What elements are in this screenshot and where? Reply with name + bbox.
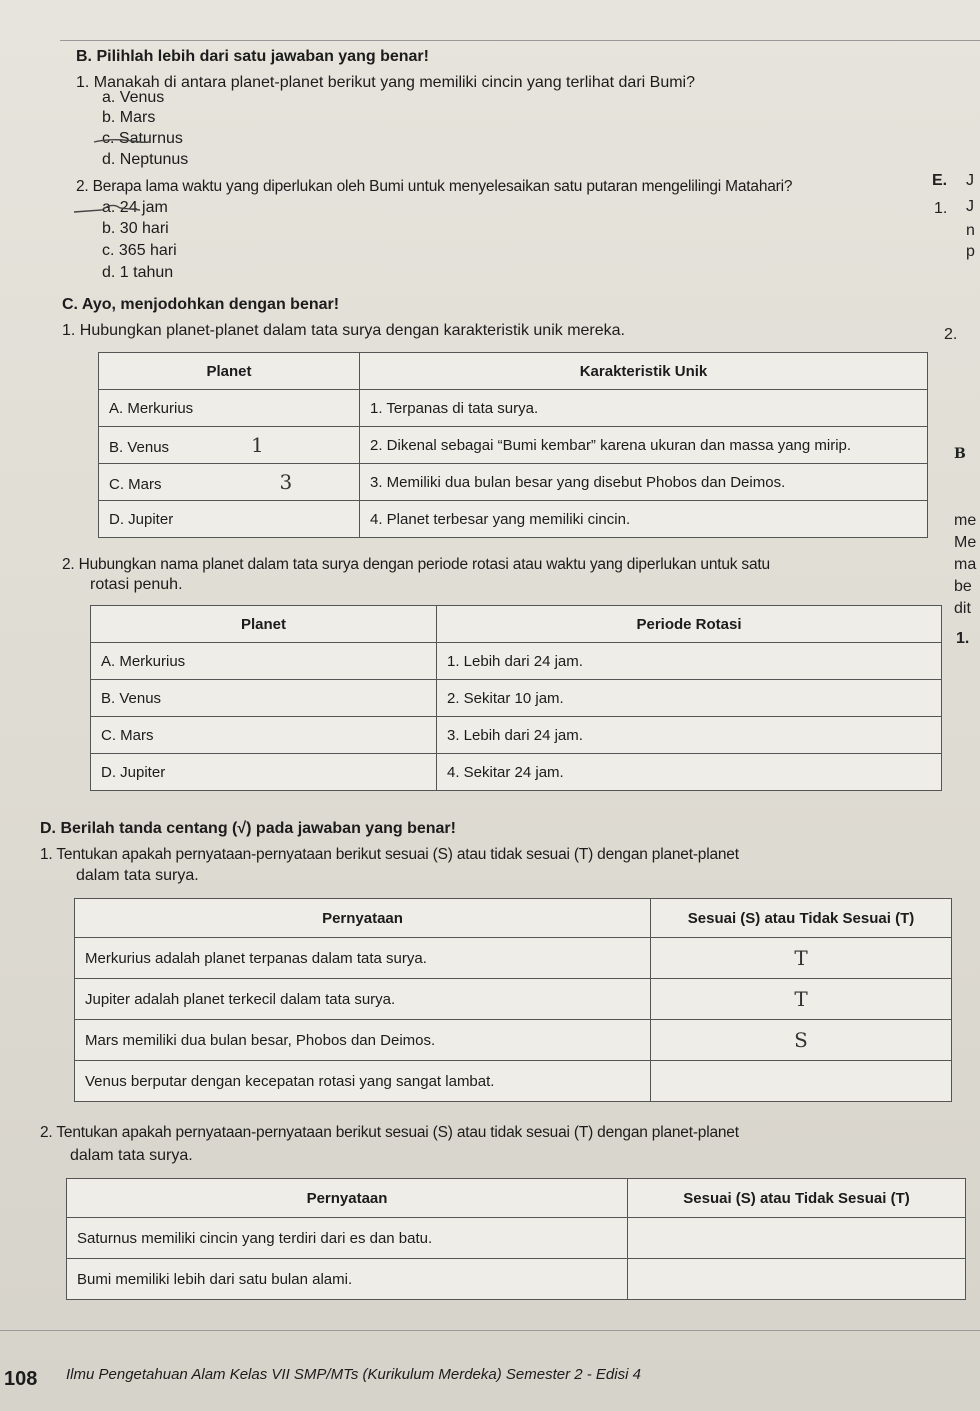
section-b-q2-text: 2. Berapa lama waktu yang diperlukan oleh Bumi untuk menyelesaikan satu putaran mengelilingi Matahari? (76, 178, 793, 195)
q1-option-d: d. Neptunus (102, 151, 189, 168)
q2-option-b: b. 30 hari (102, 220, 169, 237)
table-row (67, 1218, 966, 1259)
col-header-statement: Pernyataan (75, 899, 651, 938)
planet-characteristics-table (98, 352, 928, 538)
table-row (75, 1020, 952, 1061)
q1-option-c: c. Saturnus (102, 130, 183, 147)
planet-cell: C. Mars (91, 717, 437, 754)
col-header-answer: Sesuai (S) atau Tidak Sesuai (T) (651, 899, 952, 938)
pen-mark-q2-a (72, 198, 142, 218)
statement-table-1 (74, 898, 952, 1102)
rotation-cell: 3. Lebih dari 24 jam. (437, 717, 942, 754)
rotation-cell: 2. Sekitar 10 jam. (437, 680, 942, 717)
pen-mark-q1-c (92, 130, 152, 150)
col-header-rotation: Periode Rotasi (437, 606, 942, 643)
margin-text: n (966, 222, 975, 239)
margin-text: 1. (934, 200, 948, 217)
answer-cell[interactable] (651, 1020, 952, 1061)
planet-cell: A. Merkurius (99, 390, 360, 427)
table-row (99, 501, 928, 538)
margin-text: E. (932, 172, 948, 189)
table-row (99, 427, 928, 464)
answer-cell[interactable] (651, 979, 952, 1020)
col-header-answer: Sesuai (S) atau Tidak Sesuai (T) (628, 1179, 966, 1218)
section-c-title: C. Ayo, menjodohkan dengan benar! (62, 296, 340, 313)
section-d-q2-text-2: dalam tata surya. (70, 1147, 193, 1164)
table-row (99, 464, 928, 501)
margin-text: B (954, 446, 966, 462)
margin-text: 1. (956, 630, 970, 647)
top-rule (60, 40, 980, 41)
page-number: 108 (4, 1368, 38, 1390)
bottom-rule (0, 1330, 980, 1331)
answer-cell[interactable] (628, 1218, 966, 1259)
col-header-planet: Planet (91, 606, 437, 643)
section-d-q1-text-1: 1. Tentukan apakah pernyataan-pernyataan berikut sesuai (S) atau tidak sesuai (T) dengan planet-planet (40, 846, 739, 863)
margin-text: me (954, 512, 977, 529)
answer-cell[interactable] (628, 1259, 966, 1300)
book-title: Ilmu Pengetahuan Alam Kelas VII SMP/MTs (Kurikulum Merdeka) Semester 2 - Edisi 4 (66, 1366, 641, 1383)
statement-cell: Mars memiliki dua bulan besar, Phobos dan Deimos. (75, 1020, 651, 1061)
handwritten-answer: 3 (279, 470, 293, 494)
table-row (99, 390, 928, 427)
margin-text: p (966, 243, 975, 260)
characteristic-cell: 1. Terpanas di tata surya. (360, 390, 928, 427)
statement-table-2 (66, 1178, 966, 1300)
section-d-q2-text-1: 2. Tentukan apakah pernyataan-pernyataan berikut sesuai (S) atau tidak sesuai (T) dengan planet-planet (40, 1124, 739, 1141)
characteristic-cell: 4. Planet terbesar yang memiliki cincin. (360, 501, 928, 538)
answer-cell[interactable] (651, 1061, 952, 1102)
handwritten-answer: T (794, 987, 808, 1011)
planet-cell: A. Merkurius (91, 643, 437, 680)
handwritten-answer: T (794, 946, 808, 970)
q2-option-a: a. 24 jam (102, 199, 168, 216)
statement-cell: Saturnus memiliki cincin yang terdiri dari es dan batu. (67, 1218, 628, 1259)
margin-text: J (966, 198, 974, 215)
margin-text: ma (954, 556, 977, 573)
section-b-title: B. Pilihlah lebih dari satu jawaban yang benar! (76, 48, 429, 65)
table-row (75, 979, 952, 1020)
section-c-q2-text-2: rotasi penuh. (90, 576, 183, 593)
margin-text: Me (954, 534, 977, 551)
margin-text: dit (954, 600, 971, 617)
characteristic-cell: 3. Memiliki dua bulan besar yang disebut Phobos dan Deimos. (360, 464, 928, 501)
planet-cell: C. Mars 3 (99, 464, 360, 501)
margin-text: 2. (944, 326, 958, 343)
table-row (91, 754, 942, 791)
table-row (91, 680, 942, 717)
rotation-period-table (90, 605, 942, 791)
answer-cell[interactable] (651, 938, 952, 979)
handwritten-answer: 1 (251, 433, 264, 457)
margin-text: be (954, 578, 972, 595)
col-header-statement: Pernyataan (67, 1179, 628, 1218)
statement-cell: Bumi memiliki lebih dari satu bulan alami. (67, 1259, 628, 1300)
section-c-q2-text-1: 2. Hubungkan nama planet dalam tata surya dengan periode rotasi atau waktu yang diperlukan untuk satu (62, 556, 770, 573)
table-row (91, 717, 942, 754)
q2-option-d: d. 1 tahun (102, 264, 174, 281)
table-row (75, 938, 952, 979)
margin-text: J (966, 172, 974, 189)
q2-option-c: c. 365 hari (102, 242, 177, 259)
statement-cell: Jupiter adalah planet terkecil dalam tata surya. (75, 979, 651, 1020)
section-d-title: D. Berilah tanda centang (√) pada jawaban yang benar! (40, 820, 456, 837)
statement-cell: Merkurius adalah planet terpanas dalam tata surya. (75, 938, 651, 979)
table-row (67, 1259, 966, 1300)
section-d-q1-text-2: dalam tata surya. (76, 867, 199, 884)
planet-cell: B. Venus (91, 680, 437, 717)
rotation-cell: 1. Lebih dari 24 jam. (437, 643, 942, 680)
col-header-characteristic: Karakteristik Unik (360, 353, 928, 390)
table-row (75, 1061, 952, 1102)
q1-option-b: b. Mars (102, 109, 156, 126)
characteristic-cell: 2. Dikenal sebagai “Bumi kembar” karena ukuran dan massa yang mirip. (360, 427, 928, 464)
planet-cell: B. Venus 1 (99, 427, 360, 464)
planet-cell: D. Jupiter (99, 501, 360, 538)
q1-option-a: a. Venus (102, 89, 165, 106)
section-c-q1-text: 1. Hubungkan planet-planet dalam tata surya dengan karakteristik unik mereka. (62, 322, 625, 339)
statement-cell: Venus berputar dengan kecepatan rotasi yang sangat lambat. (75, 1061, 651, 1102)
col-header-planet: Planet (99, 353, 360, 390)
section-b-q1-text: 1. Manakah di antara planet-planet berikut yang memiliki cincin yang terlihat dari Bumi? (76, 74, 695, 91)
rotation-cell: 4. Sekitar 24 jam. (437, 754, 942, 791)
planet-cell: D. Jupiter (91, 754, 437, 791)
handwritten-answer: S (794, 1028, 808, 1052)
table-row (91, 643, 942, 680)
